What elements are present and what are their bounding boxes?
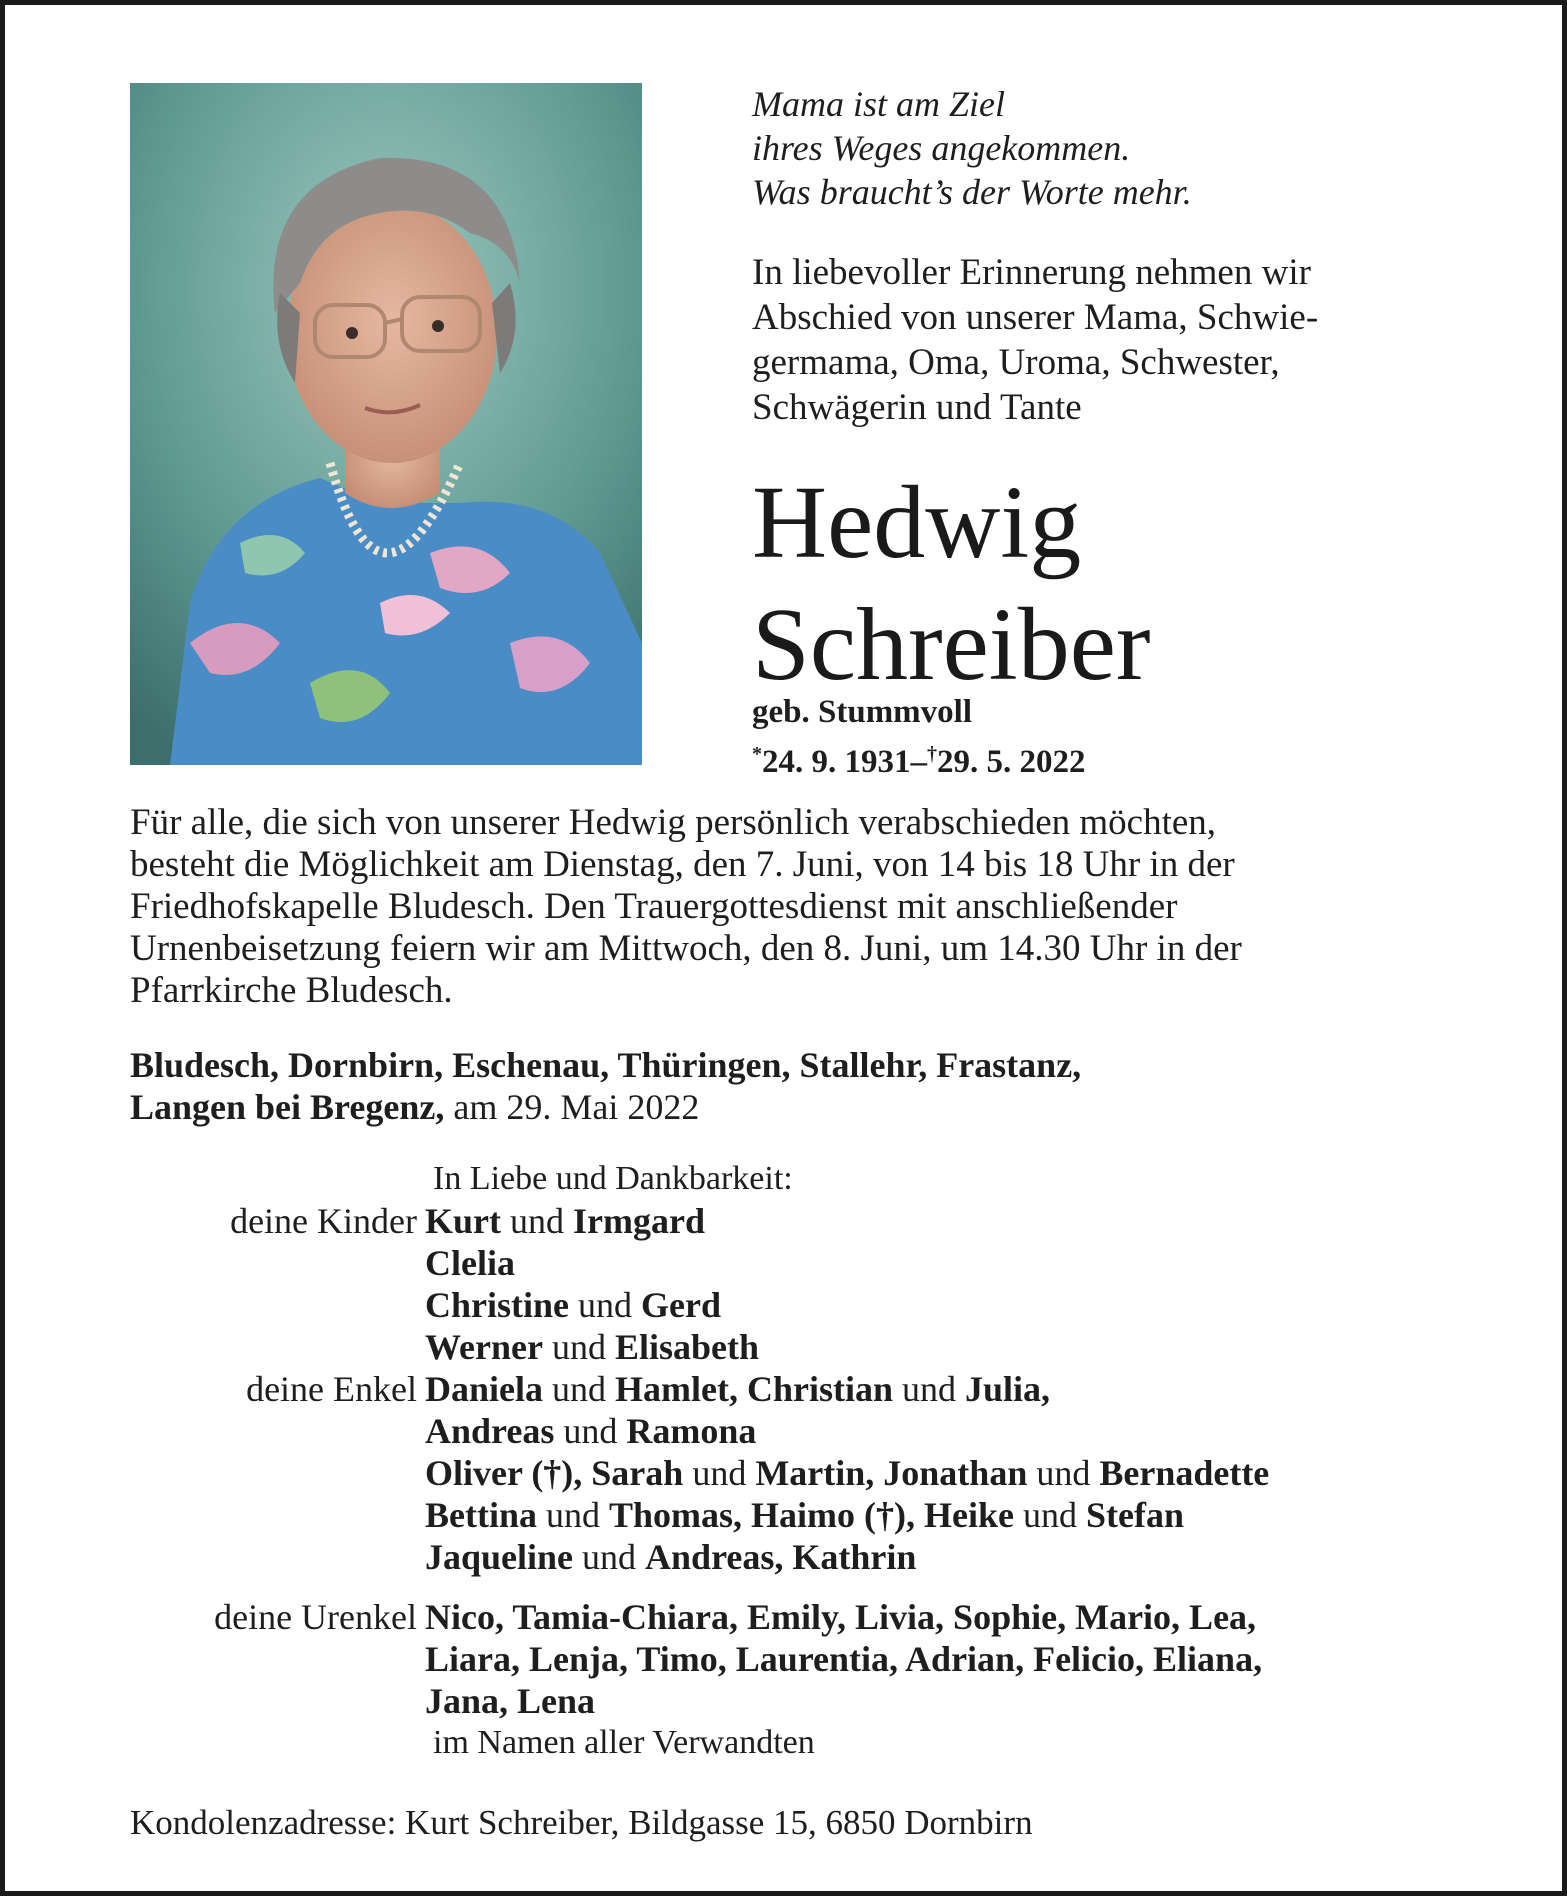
portrait-photo [130,83,642,765]
mourners-children [130,1200,1437,1368]
mourner-row [130,1284,1437,1326]
places-line [130,1086,1437,1128]
maiden-name: geb. Stummvoll [752,694,973,730]
mourner-names [425,1680,595,1722]
relation-label [130,1410,425,1452]
relation-label [130,1242,425,1284]
intro-line [752,295,1436,340]
last-name: Schreiber [752,587,1151,702]
mourner-name: Daniela [425,1369,544,1409]
birth-mark: * [752,743,762,765]
mourner-name: Thomas, Haimo (†), Heike [609,1495,1014,1535]
joiner: und [1013,1495,1086,1535]
mourner-name: Liara, Lenja, Timo, Laurentia, Adrian, Felicio, Eliana, [425,1639,1263,1679]
farewell-paragraph [130,802,1437,1012]
mourner-row [130,1368,1437,1410]
mourner-name: Andreas, Kathrin [645,1537,917,1577]
memorial-quote [752,82,1452,214]
mourners-great-grandchildren [130,1596,1437,1722]
quote-line: ihres Weges angekommen. [752,128,1131,168]
mourner-name: Clelia [425,1243,515,1283]
relation-label [130,1284,425,1326]
condolence-address: Kondolenzadresse: Kurt Schreiber, Bildgasse 15, 6850 Dornbirn [130,1803,1033,1842]
mourner-names [425,1638,1262,1680]
mourner-name: Christian [746,1369,894,1409]
joiner: und [569,1285,641,1325]
relation-label [130,1680,425,1722]
mourner-row [130,1596,1437,1638]
mourner-names [425,1410,756,1452]
relation-label [130,1494,425,1536]
portrait-illustration [130,83,642,765]
relation-label [130,1452,425,1494]
mourner-name: Andreas [425,1411,555,1451]
closing-line: im Namen aller Verwandten [433,1724,815,1761]
relation-label: deine Kinder [230,1201,417,1241]
birth-date: 24. 9. 1931 [762,744,911,780]
intro-line [752,340,1436,385]
paragraph-line: Pfarrkirche Bludesch. [130,970,453,1011]
mourner-row [130,1200,1437,1242]
quote-line: Mama ist am Ziel [752,84,1006,124]
mourners-grandchildren [130,1368,1437,1578]
mourner-name: Bernadette [1099,1453,1270,1493]
joiner: und [1027,1453,1100,1493]
intro-text-span: In liebevoller Erinnerung nehmen wir [752,252,1311,293]
mourner-name: Christine [425,1285,569,1325]
mourner-name: Stefan [1085,1495,1184,1535]
thanks-heading: In Liebe und Dankbarkeit: [433,1160,793,1197]
mourner-row [130,1452,1437,1494]
mourner-name: Julia, [965,1369,1051,1409]
intro-line: Schwägerin und Tante [752,387,1082,428]
joiner: und [537,1495,609,1535]
mourner-names [425,1368,1050,1410]
relation-label [130,1536,425,1578]
mourner-names [425,1200,705,1242]
mourner-name: Elisabeth [614,1327,759,1367]
mourner-names [425,1596,1256,1638]
mourner-name: Bettina [425,1495,537,1535]
mourner-name: Oliver (†), Sarah [425,1453,684,1493]
mourner-name: Gerd [641,1285,721,1325]
mourner-name: Hamlet, [615,1369,738,1409]
joiner: und [683,1453,756,1493]
death-mark: † [927,743,937,765]
relation-label: deine Enkel [246,1369,417,1409]
date-dash: – [910,744,927,780]
mourner-names [425,1452,1269,1494]
mourner-name: Jaqueline [425,1537,574,1577]
mourner-name: Irmgard [573,1201,705,1241]
relation-label [130,1638,425,1680]
mourner-row [130,1680,1437,1722]
quote-line: Was braucht’s der Worte mehr. [752,172,1192,212]
mourner-names [425,1494,1184,1536]
intro-text [752,250,1436,430]
places-date [130,1044,1437,1128]
mourner-names [425,1536,916,1578]
relation-label [130,1326,425,1368]
mourner-name: Nico, Tamia-Chiara, Emily, Livia, Sophie, Mario, Lea, [425,1597,1257,1637]
mourner-row [130,1536,1437,1578]
paragraph-text: Urnenbeisetzung feiern wir am Mittwoch, den 8. Juni, um 14.30 Uhr in der [130,928,1242,969]
intro-text-span: Abschied von unserer Mama, Schwie- [752,297,1319,338]
mourner-row [130,1242,1437,1284]
life-dates [752,734,1086,782]
intro-text-span: germama, Oma, Uroma, Schwester, [752,342,1280,383]
mourner-name: Werner [425,1327,543,1367]
mourner-name: Ramona [626,1411,757,1451]
deceased-name [752,462,1150,706]
paragraph-line [130,802,1437,844]
mourner-names [425,1284,721,1326]
paragraph-text: Friedhofskapelle Bludesch. Den Trauergottesdienst mit anschließender [130,886,1178,927]
mourner-name: Martin, Jonathan [755,1453,1028,1493]
mourner-row [130,1326,1437,1368]
places-bold: Langen bei Bregenz, [130,1087,445,1127]
first-name: Hedwig [752,465,1082,580]
places-line [130,1044,1437,1086]
joiner: und [573,1537,646,1577]
joiner: und [543,1369,616,1409]
paragraph-text: Für alle, die sich von unserer Hedwig persönlich verabschieden möchten, [130,802,1217,843]
places-date-text: am 29. Mai 2022 [444,1087,700,1127]
mourner-names [425,1242,515,1284]
mourner-row [130,1494,1437,1536]
joiner: und [893,1369,966,1409]
relation-label: deine Urenkel [214,1597,417,1637]
mourner-name: Jana, Lena [425,1681,596,1721]
joiner: und [542,1327,615,1367]
mourner-row [130,1638,1437,1680]
paragraph-line [130,928,1437,970]
death-date: 29. 5. 2022 [937,744,1086,780]
mourner-name: Kurt [425,1201,501,1241]
joiner: und [501,1201,573,1241]
mourner-row [130,1410,1437,1452]
mourner-names [425,1326,759,1368]
joiner: und [554,1411,627,1451]
paragraph-line [130,886,1437,928]
intro-line [752,250,1436,295]
paragraph-text: besteht die Möglichkeit am Dienstag, den 7. Juni, von 14 bis 18 Uhr in der [130,844,1235,885]
places-bold: Bludesch, Dornbirn, Eschenau, Thüringen, Stallehr, Frastanz, [130,1045,1082,1085]
paragraph-line [130,844,1437,886]
